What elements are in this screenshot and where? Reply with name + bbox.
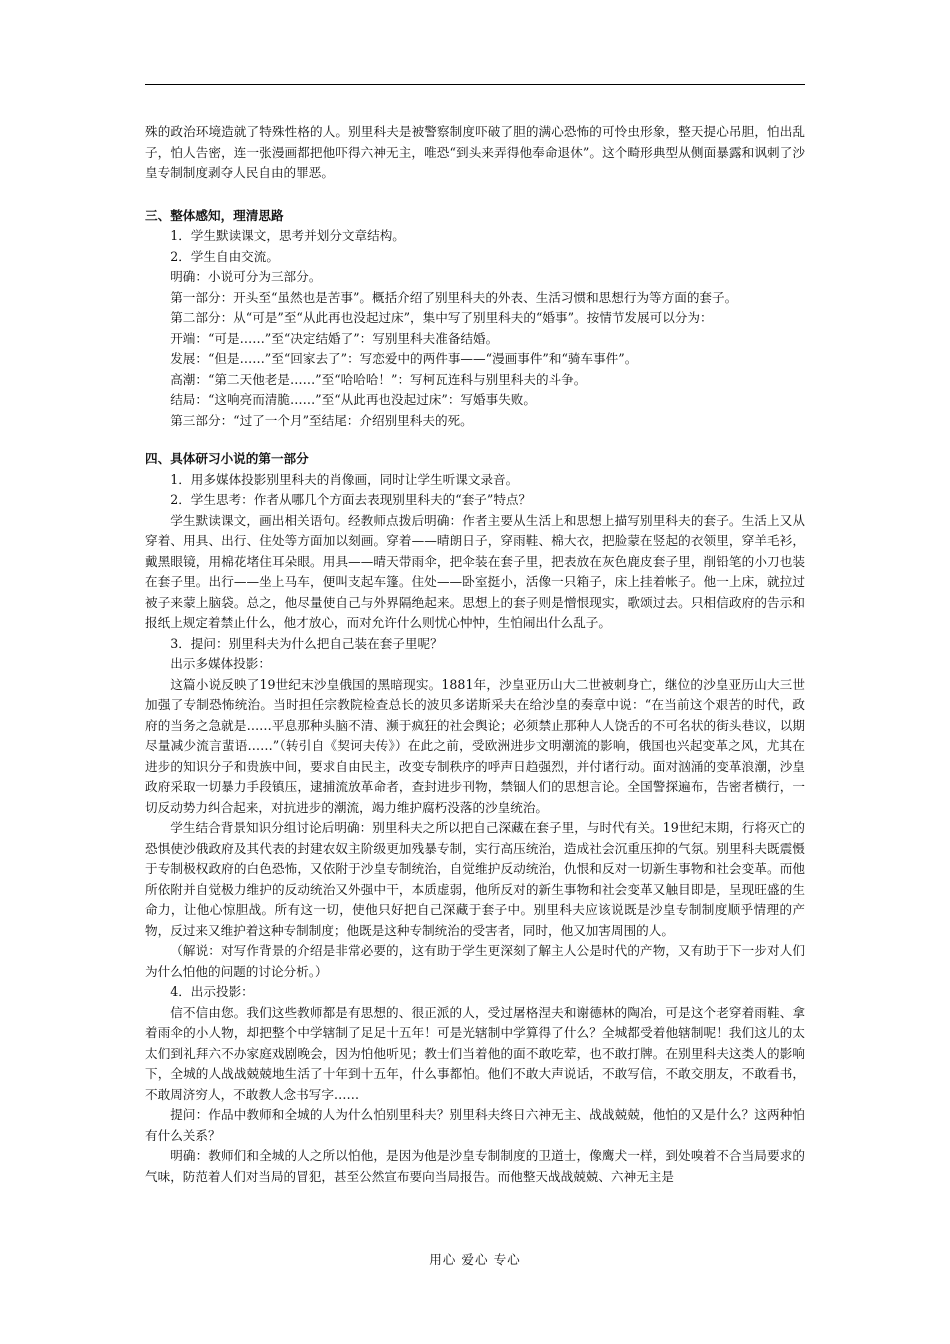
- section-4-paragraph: 提问：作品中教师和全城的人为什么怕别里科夫？别里科夫终日六神无主、战战兢兢，他怕的又是什么？这两种怕有什么关系？: [145, 1107, 805, 1143]
- header-rule: [145, 84, 805, 85]
- section-3-line: 结局：“这响亮而清脆……”至“从此再也没起过床”：写婚事失败。: [170, 392, 536, 407]
- section-3-line: 2．学生自由交流。: [170, 248, 279, 264]
- section-4-paragraph: 1．用多媒体投影别里科夫的肖像画，同时让学生听课文录音。: [170, 471, 519, 487]
- section-3-line: 高潮：“第二天他老是……”至“哈哈哈！”：写柯瓦连科与别里科夫的斗争。: [170, 371, 587, 387]
- section-4-heading: 四、具体研习小说的第一部分: [145, 451, 309, 466]
- section-4-paragraph: 4．出示投影：: [170, 984, 254, 999]
- section-4-paragraph: （解说：对写作背景的介绍是非常必要的，这有助于学生更深刻了解主人公是时代的产物，又有助于下一步对人们为什么怕他的问题的讨论分析。）: [145, 943, 805, 979]
- intro-paragraph: 殊的政治环境造就了特殊性格的人。别里科夫是被警察制度吓破了胆的满心恐怖的可怜虫形象，整天提心吊胆，怕出乱子，怕人告密，连一张漫画都把他吓得六神无主，唯恐“到头来弄得他奉命退休”。这个畸形典型从侧面暴露和讽刺了沙皇专制制度剥夺人民自由的罪恶。: [145, 124, 805, 180]
- page-footer: 用心 爱心 专心: [429, 1252, 521, 1267]
- document-body: [145, 122, 805, 1187]
- section-4-paragraph: 这篇小说反映了19世纪末沙皇俄国的黑暗现实。1881年，沙皇亚历山大二世被刺身亡，继位的沙皇亚历山大三世加强了专制恐怖统治。当时担任宗教院检查总长的波贝多诺斯采夫在给沙皇的奏章中说：“在当前这个艰苦的时代，政府的当务之急就是……平息那种头脑不清、濒于疯狂的社会舆论；必须禁止那种人人饶舌的不可名状的街头巷议，以期尽量减少流言蜚语……”（转引自《契诃夫传》）在此之前，受欧洲进步文明潮流的影响，俄国也兴起变革之风，尤其在进步的知识分子和贵族中间，要求自由民主，改变专制秩序的呼声日趋强烈，并付诸行动。面对汹涌的变革浪潮，沙皇政府采取一切暴力手段镇压，逮捕流放革命者，查封进步刊物，禁锢人们的思想言论。全国警探遍布，告密者横行，一切反动势力纠合起来，对抗进步的潮流，竭力维护腐朽没落的沙皇统治。: [145, 676, 805, 815]
- section-3-line: 开端：“可是……”至“决定结婚了”：写别里科夫准备结婚。: [170, 330, 499, 346]
- section-4-paragraph: 3．提问：别里科夫为什么把自己装在套子里呢？: [170, 635, 443, 651]
- section-3-line: 发展：“但是……”至“回家去了”：写恋爱中的两件事——“漫画事件”和“骑车事件”。: [170, 351, 638, 366]
- section-3-line: 第二部分：从“可是”至“从此再也没起过床”，集中写了别里科夫的“婚事”。按情节发展可以分为：: [170, 310, 713, 325]
- section-3-line: 第一部分：开头至“虽然也是苦事”。概括介绍了别里科夫的外表、生活习惯和思想行为等方面的套子。: [170, 289, 738, 305]
- section-4-paragraph: 学生结合背景知识分组讨论后明确：别里科夫之所以把自己深藏在套子里，与时代有关。19世纪末期，行将灭亡的恐惧使沙俄政府及其代表的封建农奴主阶级更加残暴专制，实行高压统治，造成社会沉重压抑的气氛。别里科夫既震慑于专制极权政府的白色恐怖，又依附于沙皇专制统治，自觉维护反动统治，仇恨和反对一切新生事物和社会变革。而他所依附并自觉极力维护的反动统治又外强中干，本质虚弱，他所反对的新生事物和社会变革又触目即是，呈现旺盛的生命力，让他心惊胆战。所有这一切，使他只好把自己深藏于套子中。别里科夫应该说既是沙皇专制制度顺乎情理的产物，反过来又维护着这种专制制度；他既是这种专制统治的受害者，同时，他又加害周围的人。: [145, 820, 805, 938]
- section-4-paragraph: 明确：教师们和全城的人之所以怕他，是因为他是沙皇专制制度的卫道士，像鹰犬一样，到处嗅着不合当局要求的气味，防范着人们对当局的冒犯，甚至公然宣布要向当局报告。而他整天战战兢兢、六神无主是: [145, 1148, 805, 1184]
- section-4-paragraph: 信不信由您。我们这些教师都是有思想的、很正派的人，受过屠格涅夫和谢德林的陶冶，可是这个老穿着雨鞋、拿着雨伞的小人物，却把整个中学辖制了足足十五年！可是光辖制中学算得了什么？全城都受着他辖制呢！我们这儿的太太们到礼拜六不办家庭戏剧晚会，因为怕他听见；教士们当着他的面不敢吃荤，也不敢打牌。在别里科夫这类人的影响下，全城的人战战兢兢地生活了十年到十五年，什么事都怕。他们不敢大声说话，不敢写信，不敢交朋友，不敢看书，不敢周济穷人，不敢教人念书写字……: [145, 1004, 805, 1102]
- section-3-heading: 三、整体感知，理清思路: [145, 207, 284, 223]
- section-3-line: 明确：小说可分为三部分。: [170, 269, 322, 284]
- section-3-line: 第三部分：“过了一个月”至结尾：介绍别里科夫的死。: [170, 412, 473, 428]
- section-3-line: 1．学生默读课文，思考并划分文章结构。: [170, 228, 405, 243]
- section-4-paragraph: 出示多媒体投影：: [170, 656, 271, 671]
- section-4-paragraph: 学生默读课文，画出相关语句。经教师点拨后明确：作者主要从生活上和思想上描写别里科夫的套子。生活上又从穿着、用具、出行、住处等方面加以刻画。穿着——晴朗日子，穿雨鞋、棉大衣，把脸蒙在竖起的衣领里，穿羊毛衫，戴黑眼镜，用棉花堵住耳朵眼。用具——晴天带雨伞，把伞装在套子里，把表放在灰色鹿皮套子里，削铅笔的小刀也装在套子里。出行——坐上马车，便叫支起车篷。住处——卧室挺小，活像一只箱子，床上挂着帐子。他一上床，就拉过被子来蒙上脑袋。总之，他尽量使自己与外界隔绝起来。思想上的套子则是憎恨现实，歌颂过去。只相信政府的告示和报纸上规定着禁止什么，他才放心，而对允许什么则忧心忡忡，生怕闹出什么乱子。: [145, 512, 805, 630]
- section-4-paragraph: 2．学生思考：作者从哪几个方面去表现别里科夫的“套子”特点？: [170, 492, 532, 507]
